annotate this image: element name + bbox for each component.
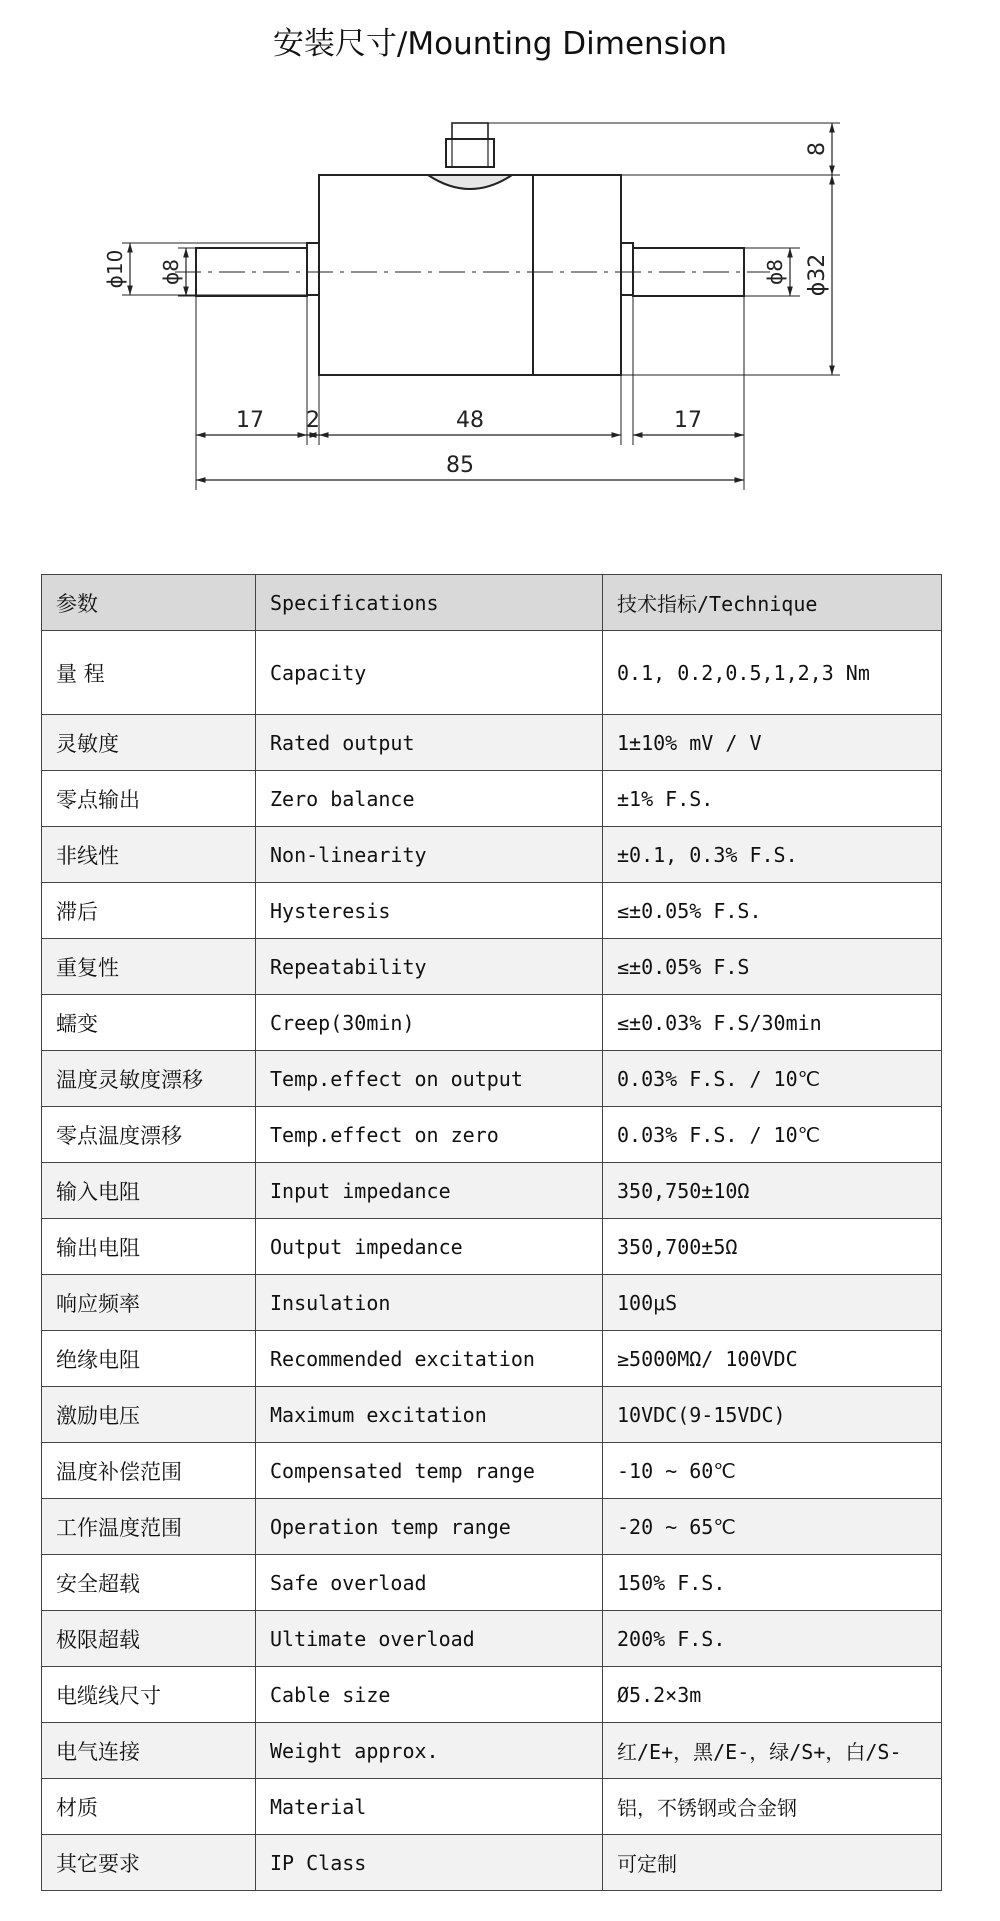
param-cell: 重复性 [42, 939, 256, 995]
spec-cell: Weight approx. [256, 1723, 603, 1779]
technique-cell: 1±10% mV / V [603, 715, 942, 771]
table-row [42, 827, 942, 883]
param-cell: 输出电阻 [42, 1219, 256, 1275]
technique-cell: 0.1, 0.2,0.5,1,2,3 Nm [603, 631, 942, 715]
param-cell: 电缆线尺寸 [42, 1667, 256, 1723]
dim-body: 48 [456, 408, 484, 433]
spec-cell: Material [256, 1779, 603, 1835]
spec-table [41, 574, 942, 1891]
table-row [42, 1723, 942, 1779]
table-row [42, 1163, 942, 1219]
spec-cell: Safe overload [256, 1555, 603, 1611]
technique-cell: 可定制 [603, 1835, 942, 1891]
table-row [42, 939, 942, 995]
technique-cell: -20 ~ 65℃ [603, 1499, 942, 1555]
table-row [42, 631, 942, 715]
dim-phi8-left: ϕ8 [159, 259, 183, 285]
spec-cell: Repeatability [256, 939, 603, 995]
table-row [42, 1051, 942, 1107]
technique-cell: Ø5.2×3m [603, 1667, 942, 1723]
technique-cell: 10VDC(9-15VDC) [603, 1387, 942, 1443]
dim-phi8-right: ϕ8 [763, 259, 787, 285]
param-cell: 安全超载 [42, 1555, 256, 1611]
spec-cell: Creep(30min) [256, 995, 603, 1051]
table-row [42, 715, 942, 771]
param-cell: 工作温度范围 [42, 1499, 256, 1555]
spec-cell: Temp.effect on output [256, 1051, 603, 1107]
table-row [42, 1219, 942, 1275]
param-cell: 灵敏度 [42, 715, 256, 771]
spec-cell: Capacity [256, 631, 603, 715]
spec-cell: Output impedance [256, 1219, 603, 1275]
technique-cell: 0.03% F.S. / 10℃ [603, 1051, 942, 1107]
param-cell: 激励电压 [42, 1387, 256, 1443]
table-row [42, 1275, 942, 1331]
technique-cell: 100μS [603, 1275, 942, 1331]
table-row [42, 1443, 942, 1499]
spec-cell: Zero balance [256, 771, 603, 827]
table-row [42, 883, 942, 939]
spec-cell: Recommended excitation [256, 1331, 603, 1387]
technique-cell: ≤±0.05% F.S. [603, 883, 942, 939]
dim-shaft-left: 17 [236, 408, 264, 433]
dim-top: 8 [805, 142, 830, 156]
param-cell: 量 程 [42, 631, 256, 715]
param-cell: 非线性 [42, 827, 256, 883]
technique-cell: -10 ~ 60℃ [603, 1443, 942, 1499]
table-row [42, 1555, 942, 1611]
dim-phi10: ϕ10 [103, 249, 127, 289]
table-row [42, 1107, 942, 1163]
technique-cell: 350,750±10Ω [603, 1163, 942, 1219]
header-technique-cell: 技术指标/Technique [603, 575, 942, 631]
table-row [42, 771, 942, 827]
spec-cell: Operation temp range [256, 1499, 603, 1555]
param-cell: 零点输出 [42, 771, 256, 827]
spec-cell: Ultimate overload [256, 1611, 603, 1667]
spec-cell: Temp.effect on zero [256, 1107, 603, 1163]
table-row [42, 1387, 942, 1443]
table-row [42, 1499, 942, 1555]
table-row [42, 1667, 942, 1723]
spec-cell: Non-linearity [256, 827, 603, 883]
table-row [42, 995, 942, 1051]
technique-cell: ±1% F.S. [603, 771, 942, 827]
param-cell: 绝缘电阻 [42, 1331, 256, 1387]
table-row [42, 1779, 942, 1835]
spec-cell: Insulation [256, 1275, 603, 1331]
sensor-body [319, 175, 621, 375]
technique-cell: 350,700±5Ω [603, 1219, 942, 1275]
dim-shaft-right: 17 [674, 408, 702, 433]
spec-cell: IP Class [256, 1835, 603, 1891]
technique-cell: ≥5000MΩ/ 100VDC [603, 1331, 942, 1387]
technique-cell: ≤±0.05% F.S [603, 939, 942, 995]
param-cell: 零点温度漂移 [42, 1107, 256, 1163]
connector-nut [446, 139, 494, 167]
param-cell: 输入电阻 [42, 1163, 256, 1219]
dim-phi32: ϕ32 [805, 253, 830, 297]
page-title: 安装尺寸/Mounting Dimension [272, 26, 728, 62]
spec-cell: Input impedance [256, 1163, 603, 1219]
spec-cell: Cable size [256, 1667, 603, 1723]
param-cell: 滞后 [42, 883, 256, 939]
table-header-row [42, 575, 942, 631]
spec-cell: Compensated temp range [256, 1443, 603, 1499]
header-param-cell: 参数 [42, 575, 256, 631]
technique-cell: 150% F.S. [603, 1555, 942, 1611]
table-row [42, 1611, 942, 1667]
dim-total: 85 [446, 453, 474, 478]
param-cell: 温度灵敏度漂移 [42, 1051, 256, 1107]
header-spec-cell: Specifications [256, 575, 603, 631]
spec-cell: Rated output [256, 715, 603, 771]
mounting-dimension-drawing [0, 95, 1000, 495]
technique-cell: 铝，不锈钢或合金钢 [603, 1779, 942, 1835]
param-cell: 温度补偿范围 [42, 1443, 256, 1499]
param-cell: 响应频率 [42, 1275, 256, 1331]
technique-cell: ≤±0.03% F.S/30min [603, 995, 942, 1051]
table-row [42, 1835, 942, 1891]
table-row [42, 1331, 942, 1387]
technique-cell: 0.03% F.S. / 10℃ [603, 1107, 942, 1163]
param-cell: 材质 [42, 1779, 256, 1835]
connector-cap [452, 123, 488, 139]
technique-cell: 200% F.S. [603, 1611, 942, 1667]
connector-base [428, 175, 512, 189]
param-cell: 蠕变 [42, 995, 256, 1051]
technique-cell: 红/E+，黑/E-，绿/S+，白/S- [603, 1723, 942, 1779]
spec-cell: Hysteresis [256, 883, 603, 939]
right-flange [621, 243, 633, 295]
spec-cell: Maximum excitation [256, 1387, 603, 1443]
technique-cell: ±0.1, 0.3% F.S. [603, 827, 942, 883]
param-cell: 极限超载 [42, 1611, 256, 1667]
left-flange [307, 243, 319, 295]
param-cell: 其它要求 [42, 1835, 256, 1891]
param-cell: 电气连接 [42, 1723, 256, 1779]
dim-gap: 2 [306, 408, 320, 433]
left-shaft [196, 248, 307, 296]
